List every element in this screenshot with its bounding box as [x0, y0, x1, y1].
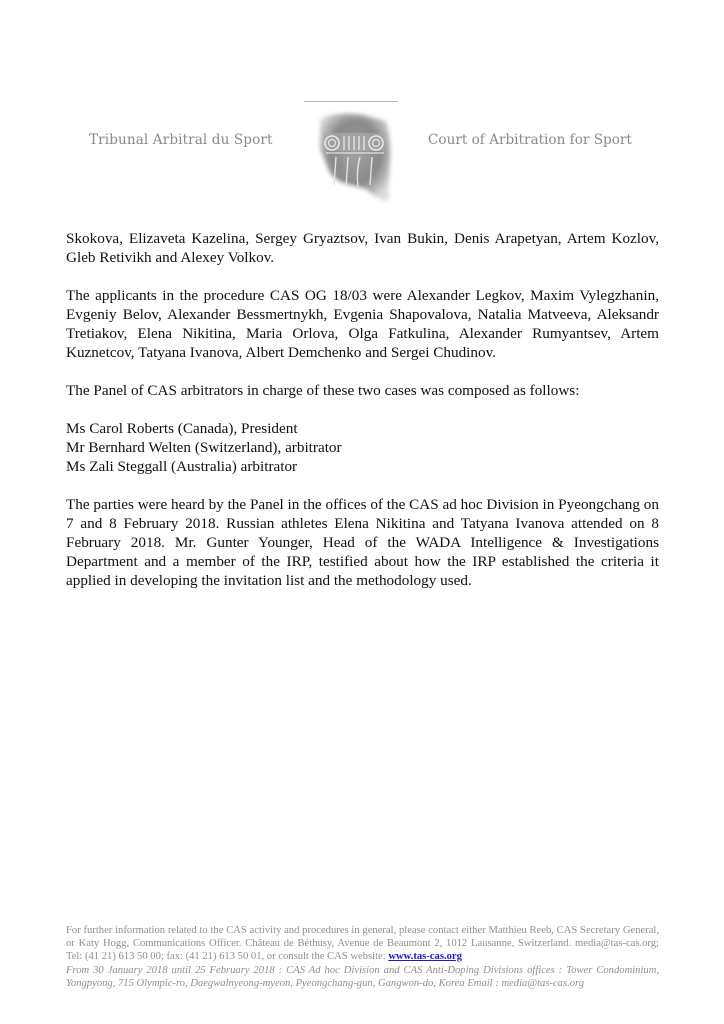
- panel-member-arbitrator: Mr Bernhard Welten (Switzerland), arbitrator: [66, 439, 342, 456]
- paragraph-panel-intro: The Panel of CAS arbitrators in charge of these two cases was composed as follows:: [66, 382, 580, 399]
- page-footer: [66, 924, 659, 990]
- header-title-french: Tribunal Arbitral du Sport: [89, 132, 273, 148]
- document-body: [66, 229, 659, 609]
- header-title-english: Court of Arbitration for Sport: [428, 132, 632, 148]
- panel-member-president: Ms Carol Roberts (Canada), President: [66, 420, 298, 437]
- footer-adhoc-office-info: From 30 January 2018 until 25 February 2018 : CAS Ad hoc Division and CAS Anti-Doping Divisions offices : Tower Condominium, Yongpyong, 715 Olympic-ro, Daegwalnyeong-myeon, Pyeongchang-gun, Gangwon-do, Korea Email : media@tas-cas.org: [66, 964, 659, 989]
- cas-website-link[interactable]: www.tas-cas.org: [388, 951, 462, 963]
- panel-member-arbitrator: Ms Zali Steggall (Australia) arbitrator: [66, 458, 298, 475]
- header-rule: [304, 101, 398, 102]
- paragraph-hearing: The parties were heard by the Panel in the offices of the CAS ad hoc Division in Pyeongchang on 7 and 8 February 2018. Russian athletes Elena Nikitina and Tatyana Ivanova attended on 8 February 2018. Mr. Gunter Younger, Head of the WADA Intelligence & Investigations Department and a member of the IRP, testified about how the IRP established the criteria it applied in developing the invitation list and the methodology used.: [66, 496, 659, 589]
- footer-contact-info: [66, 924, 659, 964]
- footer-contact-text: For further information related to the CAS activity and procedures in general, please contact either Matthieu Reeb, CAS Secretary General, or Katy Hogg, Communications Officer. Château de Béthusy, Avenue de Beaumont 2, 1012 Lausanne, Switzerland. media@tas-cas.org; Tel: (41 21) 613 50 00; fax: (41 21) 613 50 01, or consult the CAS website:: [66, 925, 659, 963]
- ionic-column-logo-icon: [306, 109, 398, 204]
- paragraph-respondent-athletes: Skokova, Elizaveta Kazelina, Sergey Gryaztsov, Ivan Bukin, Denis Arapetyan, Artem Kozlov, Gleb Retivikh and Alexey Volkov.: [66, 230, 659, 266]
- panel-list: [66, 419, 659, 476]
- letterhead: [0, 95, 724, 205]
- paragraph-applicants: The applicants in the procedure CAS OG 18/03 were Alexander Legkov, Maxim Vylegzhanin, Evgeniy Belov, Alexander Bessmertnykh, Evgenia Shapovalova, Natalia Matveeva, Aleksandr Tretiakov, Elena Nikitina, Maria Orlova, Olga Fatkulina, Alexander Rumyantsev, Artem Kuznetcov, Tatyana Ivanova, Albert Demchenko and Sergei Chudinov.: [66, 287, 659, 361]
